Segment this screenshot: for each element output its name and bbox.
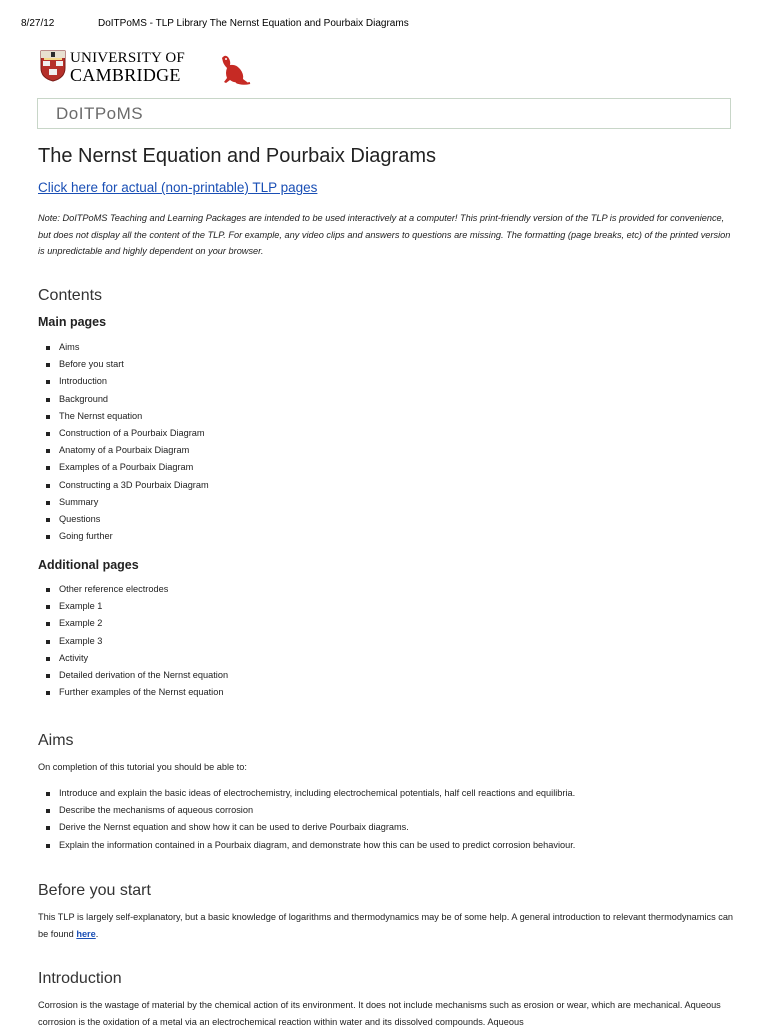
aim-item: Explain the information contained in a Pourbaix diagram, and demonstrate how this can be used to predict corrosion behaviour. [38, 837, 575, 854]
contents-item[interactable]: Questions [38, 511, 209, 528]
logo-line2: CAMBRIDGE [70, 65, 181, 85]
contents-item[interactable]: Background [38, 391, 209, 408]
contents-item[interactable]: Introduction [38, 373, 209, 390]
print-note: Note: DoITPoMS Teaching and Learning Packages are intended to be used interactively at a computer! This print-friendly version of the TLP is provided for convenience, but does not display all the content of the TLP. For example, any video clips and answers to questions are missing. The formatting (page breaks, etc) of the printed version is unpredictable and highly dependent on your browser. [38, 213, 731, 256]
page-title: The Nernst Equation and Pourbaix Diagrams [38, 145, 436, 167]
contents-item[interactable]: Example 2 [38, 615, 228, 632]
site-name[interactable]: DoITPoMS [56, 104, 144, 123]
contents-heading: Contents [38, 287, 103, 304]
contents-item[interactable]: Examples of a Pourbaix Diagram [38, 459, 209, 476]
contents-item[interactable]: The Nernst equation [38, 408, 209, 425]
contents-item[interactable]: Going further [38, 528, 209, 545]
kangaroo-logo-icon[interactable] [216, 52, 252, 88]
contents-item[interactable]: Summary [38, 494, 209, 511]
contents-item[interactable]: Construction of a Pourbaix Diagram [38, 425, 209, 442]
aim-item: Describe the mechanisms of aqueous corrosion [38, 802, 575, 819]
print-header [0, 18, 768, 32]
cambridge-logo[interactable] [40, 50, 200, 90]
before-end: . [95, 929, 99, 939]
additional-pages-list [38, 581, 228, 701]
contents-item[interactable]: Activity [38, 650, 228, 667]
before-heading: Before you start [38, 882, 151, 899]
aims-intro: On completion of this tutorial you should be able to: [38, 762, 247, 772]
main-pages-heading: Main pages [38, 315, 107, 329]
additional-pages-heading: Additional pages [38, 558, 139, 572]
contents-item[interactable]: Anatomy of a Pourbaix Diagram [38, 442, 209, 459]
tlp-pages-link[interactable]: Click here for actual (non-printable) TLP pages [38, 180, 318, 195]
cambridge-crest-icon [40, 50, 66, 82]
contents-item[interactable]: Other reference electrodes [38, 581, 228, 598]
contents-item[interactable]: Example 3 [38, 633, 228, 650]
contents-item[interactable]: Before you start [38, 356, 209, 373]
aim-item: Derive the Nernst equation and show how it can be used to derive Pourbaix diagrams. [38, 819, 575, 836]
site-banner [37, 98, 731, 129]
thermodynamics-link[interactable]: here [76, 929, 96, 939]
contents-item[interactable]: Example 1 [38, 598, 228, 615]
contents-item[interactable]: Constructing a 3D Pourbaix Diagram [38, 477, 209, 494]
contents-item[interactable]: Detailed derivation of the Nernst equation [38, 667, 228, 684]
aims-list [38, 785, 575, 854]
before-text [38, 909, 734, 943]
print-title: DoITPoMS - TLP Library The Nernst Equation and Pourbaix Diagrams [98, 18, 409, 29]
introduction-heading: Introduction [38, 970, 122, 987]
before-body: This TLP is largely self-explanatory, but a basic knowledge of logarithms and thermodynamics may be of some help. A general introduction to relevant thermodynamics can be found [38, 912, 734, 939]
contents-item[interactable]: Aims [38, 339, 209, 356]
main-pages-list [38, 339, 209, 545]
introduction-text: Corrosion is the wastage of material by the chemical action of its environment. It does not include mechanisms such as erosion or wear, which are mechanical. Aqueous corrosion is the oxidation of a metal via an electrochemical reaction within water and its dissolved compounds. Aqueous [38, 1000, 721, 1027]
aims-heading: Aims [38, 732, 74, 749]
logo-line1: UNIVERSITY OF [70, 50, 185, 66]
contents-item[interactable]: Further examples of the Nernst equation [38, 684, 228, 701]
print-date: 8/27/12 [21, 18, 55, 29]
aim-item: Introduce and explain the basic ideas of electrochemistry, including electrochemical potentials, half cell reactions and equilibria. [38, 785, 575, 802]
